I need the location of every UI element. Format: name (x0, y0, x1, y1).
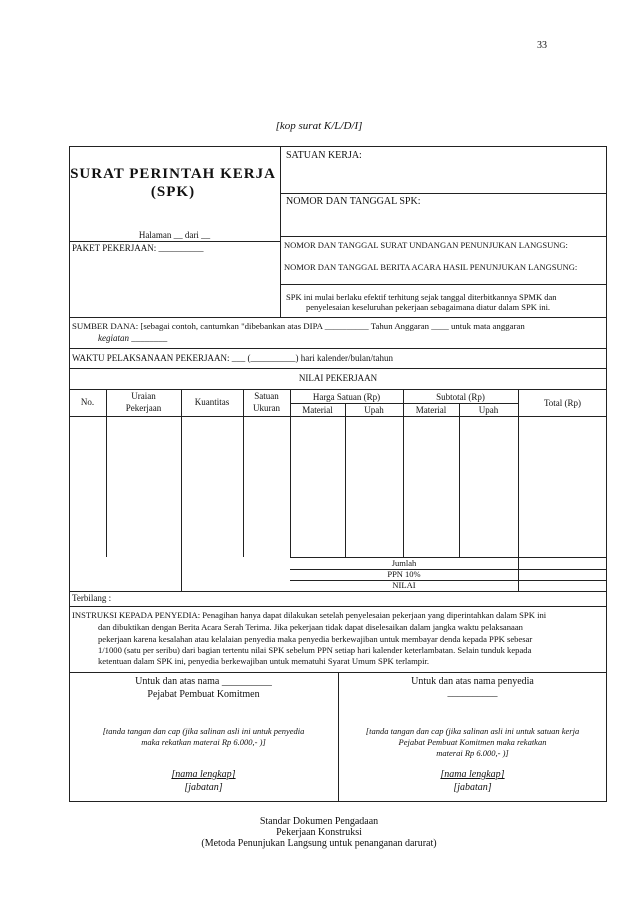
satuan-kerja-label: SATUAN KERJA: (286, 150, 362, 161)
header-divider (280, 146, 281, 317)
divider (403, 389, 404, 557)
col-uraian-header-1: Uraian (131, 391, 156, 401)
halaman-label: Halaman __ dari __ (138, 230, 211, 240)
divider (69, 368, 607, 369)
col-harga-satuan-header: Harga Satuan (Rp) (312, 392, 381, 402)
col-no-header: No. (80, 397, 95, 407)
nilai-label: NILAI (392, 580, 416, 590)
footer (0, 816, 638, 849)
kop-surat: [kop surat K/L/D/I] (275, 120, 363, 132)
ppn-label: PPN 10% (387, 569, 421, 579)
form-title (69, 165, 277, 201)
paket-pekerjaan-label: PAKET PEKERJAAN: __________ (72, 243, 204, 253)
sign-right-note-1: [tanda tangan dan cap (jika salinan asli ini untuk satuan kerja (365, 726, 580, 736)
sumber-dana-line-1: SUMBER DANA: [sebagai contoh, cantumkan "dibebankan atas DIPA __________ Tahun Anggaran ____ untuk mata anggaran (72, 321, 525, 331)
divider (280, 284, 607, 285)
instruksi-line-3: pekerjaan karena kesalahan atau kelalaian penyedia maka penyedia berkewajiban untuk membayar denda kepada PPK sebesar (98, 634, 533, 644)
divider (106, 389, 107, 557)
sign-right-nama: [nama lengkap] (440, 769, 505, 780)
col-satuan-header-1: Satuan (254, 391, 279, 401)
sign-left-line-2: Pejabat Pembuat Komitmen (147, 689, 260, 700)
sign-right-note-3: materai Rp 6.000,- )] (436, 748, 509, 758)
divider (69, 416, 607, 417)
instruksi-line-1: INSTRUKSI KEPADA PENYEDIA: Penagihan hanya dapat dilakukan setelah penyelesaian pekerjaan yang diperintahkan dalam SPK ini (72, 610, 547, 620)
sign-left-note-2: maka rekatkan materai Rp 6.000,- )] (141, 737, 266, 747)
spk-berlaku-line-1: SPK ini mulai berlaku efektif terhitung sejak tanggal diterbitkannya SPMK dan (286, 292, 557, 302)
sign-right-line-2: __________ (447, 687, 498, 698)
title-line-2: (SPK) (150, 184, 196, 200)
divider (345, 403, 346, 557)
divider (181, 389, 182, 591)
col-subtotal-material-header: Material (415, 405, 447, 415)
nilai-pekerjaan-label: NILAI PEKERJAAN (298, 373, 378, 383)
divider (69, 591, 607, 592)
terbilang-label: Terbilang : (72, 593, 112, 603)
divider (518, 389, 519, 591)
col-subtotal-header: Subtotal (Rp) (436, 392, 485, 402)
divider (69, 348, 607, 349)
col-uraian-header-2: Pekerjaan (125, 403, 162, 413)
divider (280, 193, 607, 194)
instruksi-line-5: ketentuan dalam SPK ini, penyedia berkewajiban untuk mematuhi Syarat Umum SPK terlampir. (98, 656, 430, 666)
instruksi-line-2: dan dibuktikan dengan Berita Acara Serah Terima. Jika pekerjaan tidak dapat diselesaikan dalam jangka waktu pelaksanaan (98, 622, 523, 632)
sign-right-note-2: Pejabat Pembuat Komitmen maka rekatkan (398, 737, 547, 747)
page-number: 33 (537, 40, 547, 51)
nomor-spk-label: NOMOR DAN TANGGAL SPK: (286, 196, 421, 207)
spk-berlaku-line-2: penyelesaian keseluruhan pekerjaan sebagaimana diatur dalam SPK ini. (306, 302, 551, 312)
instruksi-line-4: 1/1000 (satu per seribu) dari bagian tertentu nilai SPK sebelum PPN setiap hari kalender keterlambatan. Selain tunduk kepada (98, 645, 532, 655)
sign-left-note-1: [tanda tangan dan cap (jika salinan asli ini untuk penyedia (102, 726, 305, 736)
divider (280, 236, 607, 237)
sign-left-nama: [nama lengkap] (171, 769, 236, 780)
col-kuantitas-header: Kuantitas (194, 397, 230, 407)
footer-line-3: (Metoda Penunjukan Langsung untuk penanganan darurat) (201, 838, 437, 849)
divider (69, 317, 607, 318)
sign-left-line-1: Untuk dan atas nama __________ (135, 676, 272, 687)
title-line-1: SURAT PERINTAH KERJA (70, 166, 276, 182)
col-harga-upah-header: Upah (364, 405, 384, 415)
nomor-berita-acara-label: NOMOR DAN TANGGAL BERITA ACARA HASIL PENUNJUKAN LANGSUNG: (284, 262, 578, 272)
divider (243, 389, 244, 557)
col-total-header: Total (Rp) (543, 398, 582, 408)
sign-right-line-1: Untuk dan atas nama penyedia (411, 676, 534, 687)
footer-line-1: Standar Dokumen Pengadaan (259, 816, 379, 827)
nomor-undangan-label: NOMOR DAN TANGGAL SURAT UNDANGAN PENUNJUKAN LANGSUNG: (284, 240, 568, 250)
col-subtotal-upah-header: Upah (478, 405, 499, 415)
divider (459, 403, 460, 557)
col-harga-material-header: Material (302, 405, 333, 415)
sign-left-jabatan: [jabatan] (184, 782, 223, 793)
divider (290, 389, 291, 557)
divider (69, 241, 280, 242)
waktu-pelaksanaan-label: WAKTU PELAKSANAAN PEKERJAAN: ___ (__________) hari kalender/bulan/tahun (72, 353, 393, 363)
jumlah-label: Jumlah (391, 558, 417, 568)
divider (69, 389, 607, 390)
col-satuan-header-2: Ukuran (253, 403, 280, 413)
sumber-dana-line-2: kegiatan ________ (98, 333, 168, 343)
divider (290, 403, 518, 404)
sign-right-jabatan: [jabatan] (453, 782, 492, 793)
footer-line-2: Pekerjaan Konstruksi (276, 827, 362, 838)
divider (69, 606, 607, 607)
